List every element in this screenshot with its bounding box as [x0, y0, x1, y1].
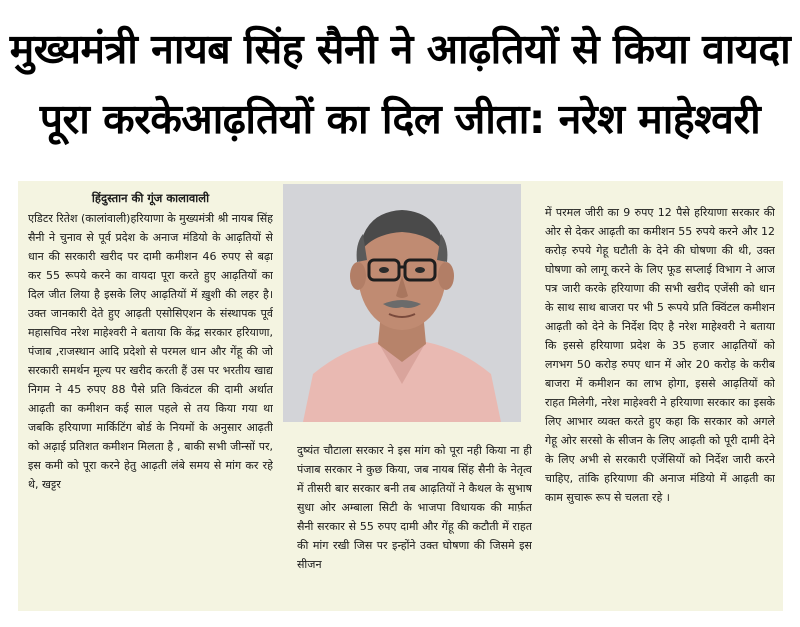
article-column-2: [297, 441, 532, 606]
headline: [0, 0, 800, 170]
newspaper-clipping: [18, 181, 783, 611]
headline-line-2: पूरा करकेआढ़तियों का दिल जीता: नरेश माहेश्वरी: [39, 95, 761, 143]
article-paragraph-1: एडिटर रितेश (कालांवाली)हरियाणा के मुख्यमंत्री श्री नायब सिंह सैनी ने चुनाव से पूर्व प्रदेश के अनाज मंडियो के आढ़तियों से धान की सरकारी खरीद पर दामी कमीशन 46 रुपए से बढ़ा कर 55 रूपये करने का वायदा पूरा करते हुए आढ़तियों का दिल जीत लिया है इसके लिए आढ़तियों में ख़ुशी की लहर है। उक्त जानकारी देते हुए आढ़ती एसोसिएशन के संस्थापक पूर्व महासचिव नरेश माहेश्वरी ने बताया कि केंद्र सरकार हरियाणा, पंजाब ,राजस्थान आदि प्रदेशो से परमल धान और गेंहू की जो सरकारी समर्थन मूल्य पर खरीद करती हैं उस पर भरतीय खाद्य निगम ने 45 रुपए 88 पैसे प्रति किवंटल की दामी अर्थात आढ़ती का कमीशन कई साल पहले से तय किया गया था जबकि हरियाणा मार्किटिंग बोर्ड के नियमों के अनुसार आढ़ती को अढ़ाई प्रतिशत कमीशन मिलता है , बाकी सभी जीन्सों पर, इस कमी को पूरा करने हेतु आढ़ती लंबे समय से मांग कर रहे थे, खट्टर: [28, 212, 273, 491]
article-column-3: [545, 203, 775, 608]
byline: हिंदुस्तान की गूंज कालावाली: [91, 191, 210, 205]
portrait-illustration: [283, 184, 521, 422]
article-paragraph-3: में परमल जीरी का 9 रुपए 12 पैसे हरियाणा सरकार की ओर से देकर आढ़ती का कमीशन 55 रुपये करने और 12 करोड़ रुपये गेहू घटौती के देने की घोषणा की थी, उक्त घोषणा को लागू करने के लिए फूड सप्लाई विभाग ने आज पत्र जारी करके हरियाणा की सभी खरीद एजेंसी को धान के साथ साथ बाजरा पर भी 5 रूपये प्रति क्विंटल कमीशन आढ़ती को देने के निर्देश दिए है नरेश माहेश्वरी ने बताया कि इससे हरियाणा प्रदेश के 35 हजार आढ़तियों को लगभग 50 करोड़ रुपए धान में ओर 20 करोड़ के करीब बाजरा में कमीशन का लाभ होगा, इससे आढ़तियों को राहत मिलेगी, नरेश माहेश्वरी ने हरियाणा सरकार का इसके लिए आभार व्यक्त करते हुए कहा कि सरकार को अगले गेहू ओर सरसो के सीजन के लिए आढ़ती को पूरी दामी देने के लिए अभी से सरकारी एजेंसियों को निर्देश जारी करने चाहिए, तांकि हरियाणा की अनाज मंडियो में आढ़ती का काम सुचारू रूप से चलता रहे ।: [545, 206, 775, 504]
headline-line-1: मुख्यमंत्री नायब सिंह सैनी ने आढ़तियों से किया वायदा: [9, 25, 791, 73]
portrait-photo: [283, 184, 521, 422]
article-column-1: [28, 189, 273, 619]
article-paragraph-2: दुष्यंत चौटाला सरकार ने इस मांग को पूरा नही किया ना ही पंजाब सरकार ने कुछ किया, जब नायब सिंह सैनी के नेतृत्व में तीसरी बार सरकार बनी तब आढ़तियों ने कैथल के सुभाष सुधा ओर अम्बाला सिटी के भाजपा विधायक की मार्फ़त सैनी सरकार से 55 रुपए दामी और गेंहू की कटौती में राहत की मांग रखी जिस पर इन्होंने उक्त घोषणा की जिसमे इस सीजन: [297, 444, 532, 571]
